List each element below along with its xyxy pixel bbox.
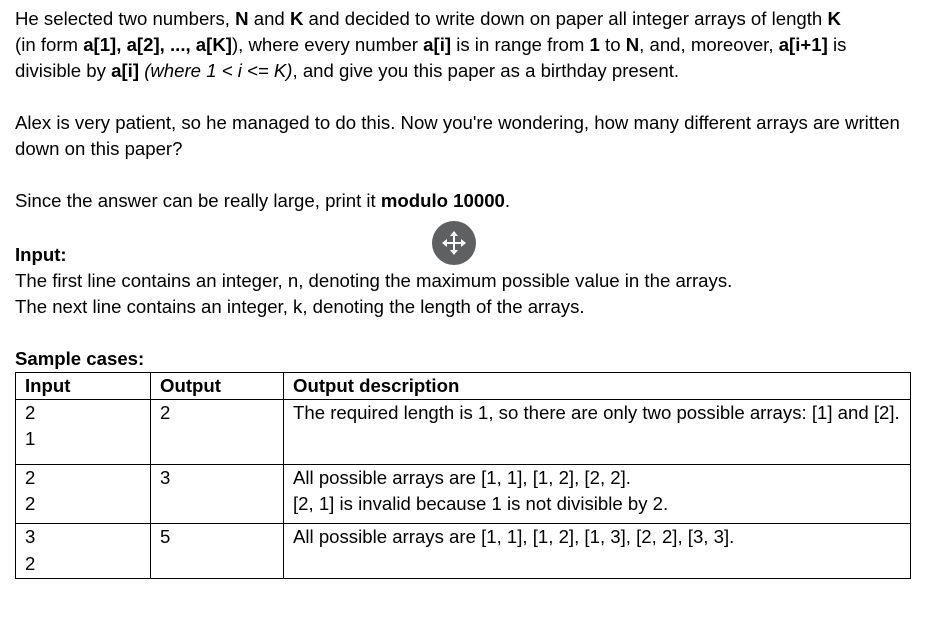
input-value-k: 2 [25,493,36,514]
text: ), where every number [231,34,424,55]
text: Since the answer can be really large, print it [15,190,381,211]
var-k: K [827,8,841,29]
modulo-value: modulo 10000 [380,190,505,211]
index-condition: (where 1 < i <= K) [144,60,293,81]
input-value-n: 3 [25,526,36,547]
output-cell: 3 [151,465,284,524]
text: and decided to write down on paper all integer arrays of length [303,8,828,29]
text: and [248,8,290,29]
text: is [827,34,847,55]
text: divisible by [15,60,112,81]
var-n: N [235,8,249,29]
column-header-description: Output description [284,373,911,400]
table-row [16,465,911,524]
sample-cases-heading: Sample cases: [15,348,145,369]
input-value-n: 2 [25,467,36,488]
text: . [504,190,511,211]
array-form: a[1], a[2], ..., a[K] [83,34,232,55]
table-header-row [16,373,911,400]
output-cell: 2 [151,400,284,465]
table-row [16,400,911,465]
problem-paragraph-1 [15,6,915,84]
description-line: All possible arrays are [1, 1], [1, 2], [2, 2]. [293,467,631,488]
column-header-output: Output [151,373,284,400]
range-start: 1 [589,34,600,55]
input-line-1: The first line contains an integer, n, denoting the maximum possible value in the arrays. [15,270,733,291]
description-cell: The required length is 1, so there are only two possible arrays: [1] and [2]. [284,400,911,465]
move-handle-button[interactable] [432,221,476,265]
description-cell [284,465,911,524]
text: , and, moreover, [639,34,779,55]
text: , and give you this paper as a birthday present. [292,60,680,81]
var-ai: a[i] [111,60,140,81]
input-cell [16,400,151,465]
move-arrows-icon [441,230,467,256]
text: He selected two numbers, [15,8,236,29]
var-ai: a[i] [423,34,452,55]
input-cell [16,465,151,524]
input-value-k: 2 [25,553,36,574]
column-header-input: Input [16,373,151,400]
var-k: K [289,8,304,29]
input-value-k: 1 [25,428,36,449]
sample-cases-table [15,372,911,579]
description-cell: All possible arrays are [1, 1], [1, 2], [1, 3], [2, 2], [3, 3]. [284,524,911,579]
problem-paragraph-3 [15,188,915,214]
input-value-n: 2 [25,402,36,423]
output-cell: 5 [151,524,284,579]
problem-statement [15,6,915,579]
text: to [599,34,626,55]
table-row [16,524,911,579]
var-ai-next: a[i+1] [778,34,828,55]
input-heading: Input: [15,244,67,265]
text: is in range from [451,34,590,55]
text: (in form [15,34,84,55]
input-line-2: The next line contains an integer, k, denoting the length of the arrays. [15,296,585,317]
description-line: [2, 1] is invalid because 1 is not divisible by 2. [293,493,669,514]
input-cell [16,524,151,579]
problem-paragraph-2: Alex is very patient, so he managed to do this. Now you're wondering, how many different arrays are written down on this paper? [15,112,900,159]
var-n: N [625,34,640,55]
